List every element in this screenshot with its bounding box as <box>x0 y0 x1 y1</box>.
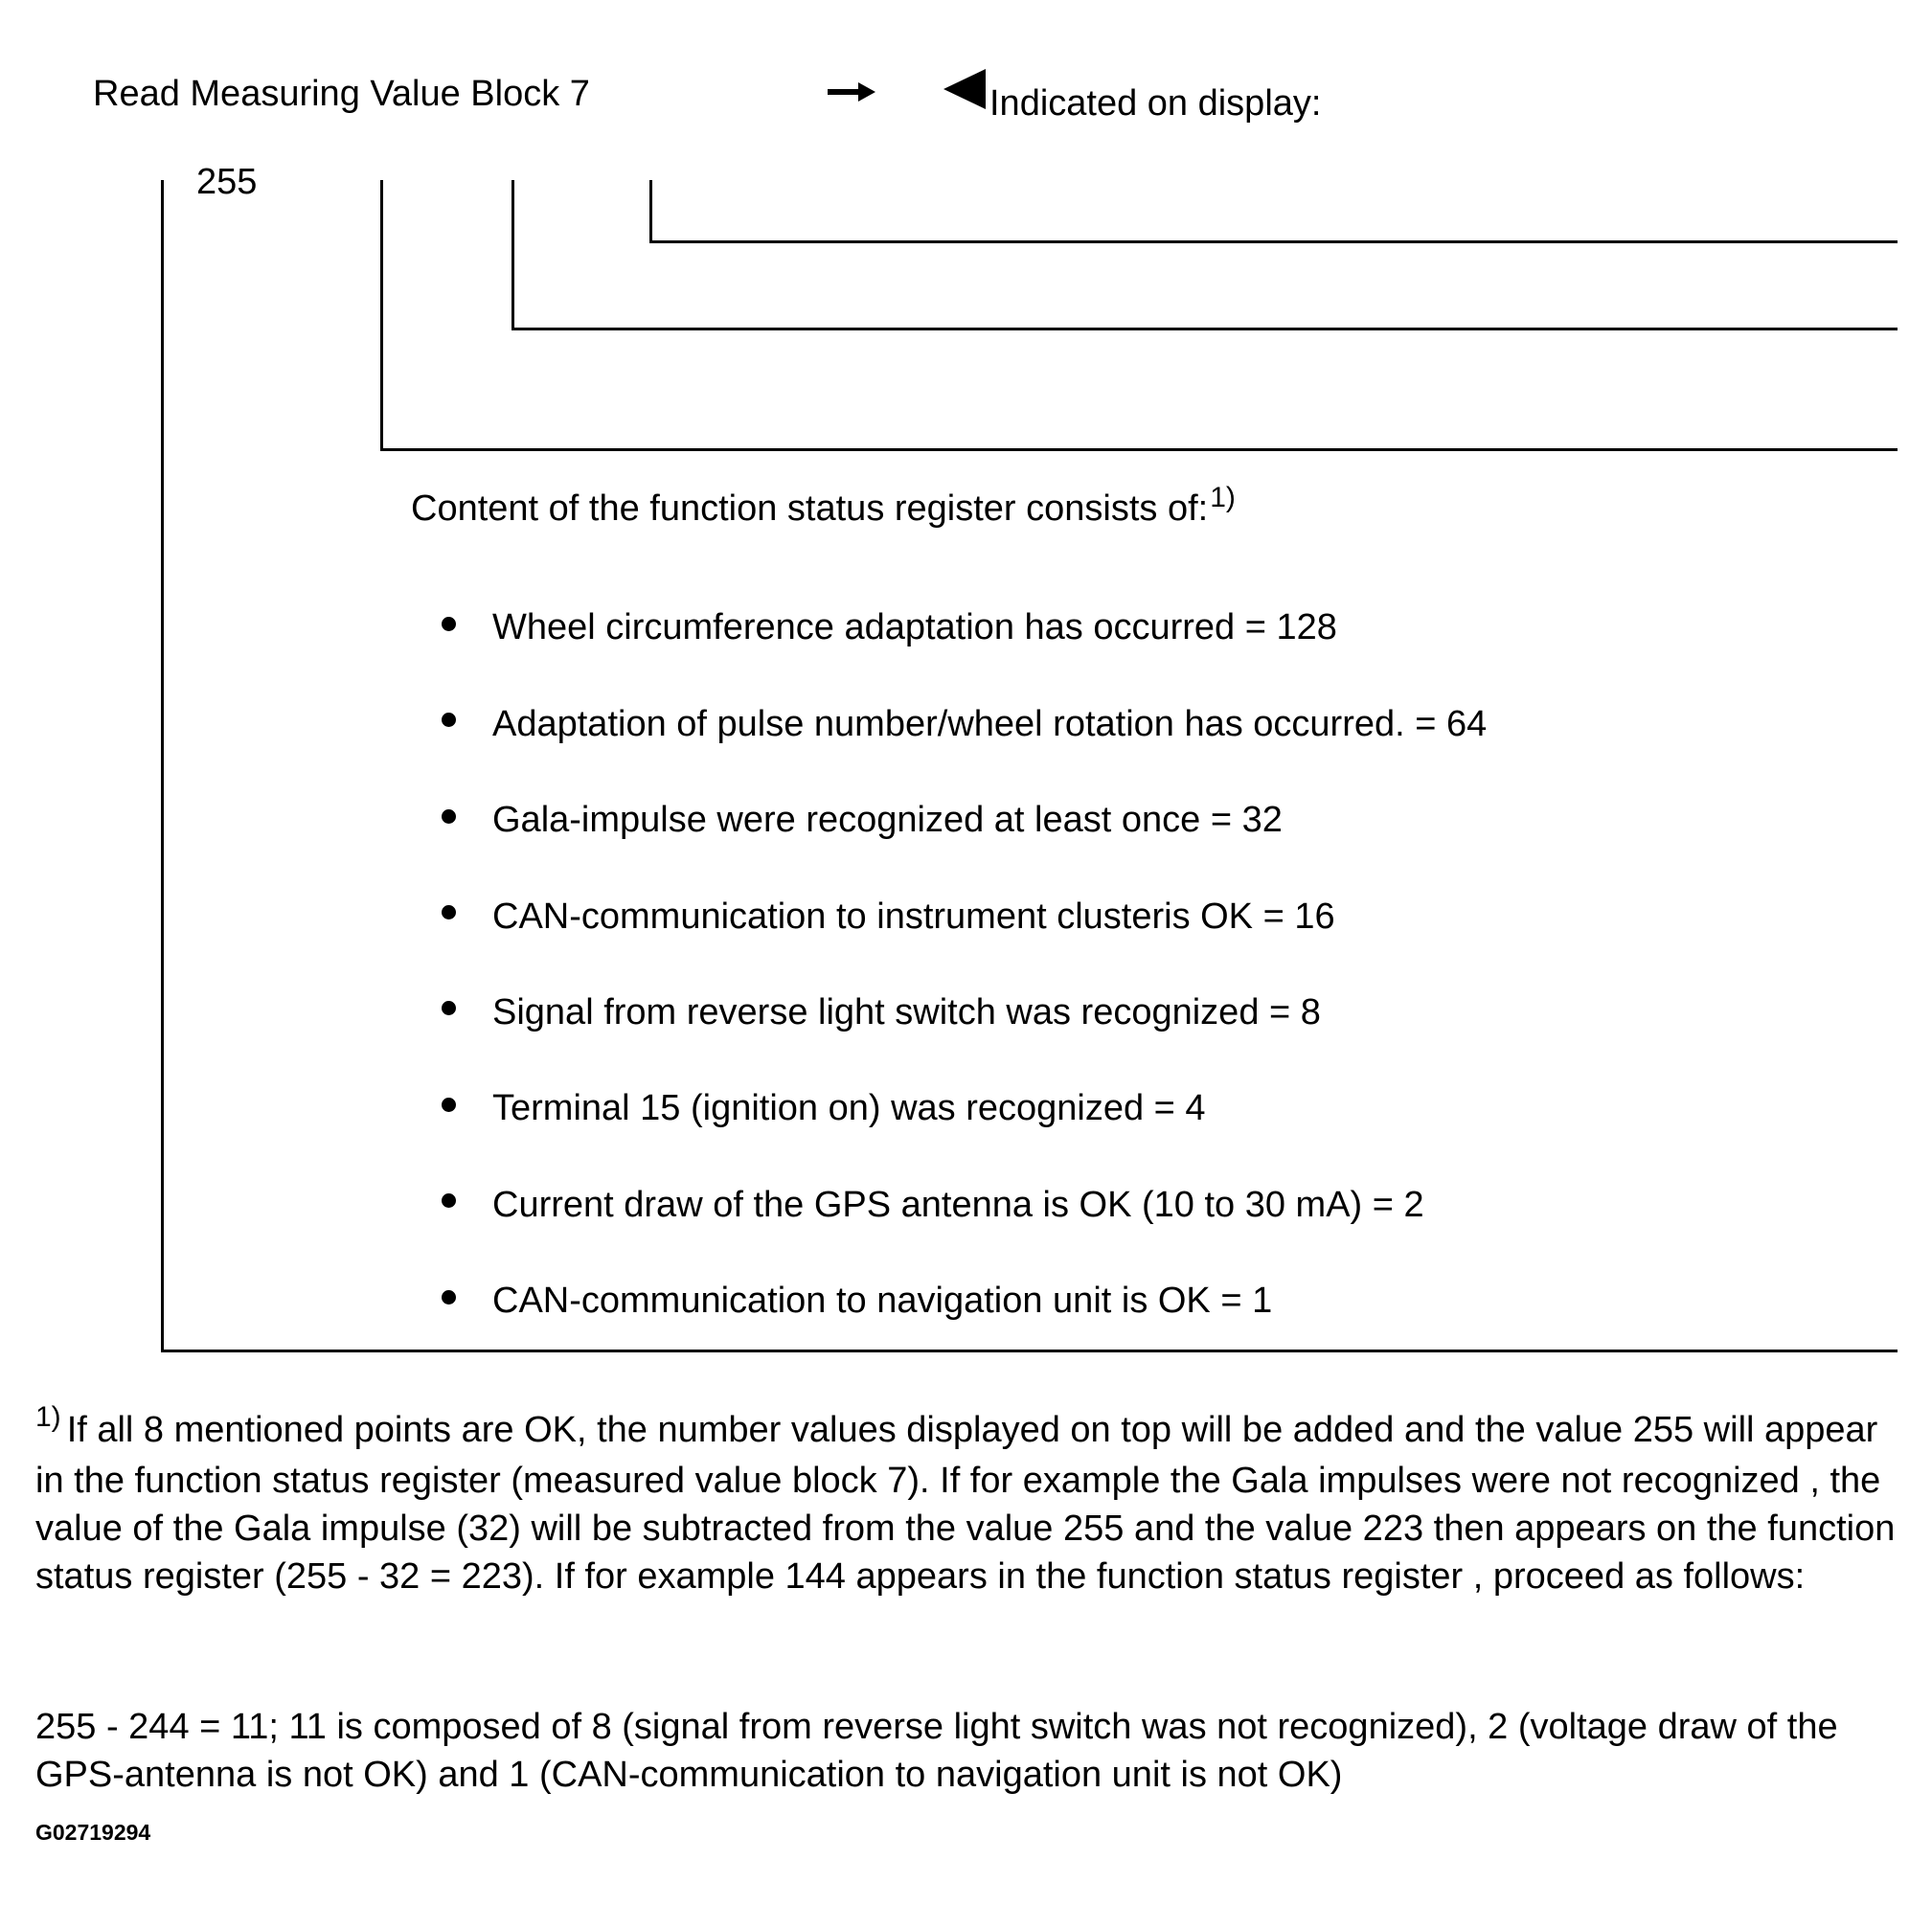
calculation-paragraph: 255 - 244 = 11; 11 is composed of 8 (signal from reverse light switch was not recognized), 2 (voltage draw of the GPS-antenna is not OK) and 1 (CAN-communication to navigation unit is not OK) <box>35 1707 1838 1795</box>
display-value: 255 <box>196 162 258 202</box>
bracket-third-horizontal <box>649 240 1898 243</box>
bullet-icon <box>442 809 456 824</box>
bracket-second-vertical <box>511 180 514 330</box>
bracket-register-horizontal <box>380 448 1898 451</box>
bullet-icon <box>442 1290 456 1305</box>
bracket-outer-horizontal <box>161 1350 1898 1352</box>
list-item-label: Adaptation of pulse number/wheel rotation has occurred. = 64 <box>492 704 1488 744</box>
footnote-marker: 1) <box>35 1401 61 1433</box>
bracket-third-vertical <box>649 180 652 243</box>
bullet-icon <box>442 1098 456 1112</box>
footnote-text: If all 8 mentioned points are OK, the number values displayed on top will be added and the value 255 will appear in the function status register (measured value block 7). If for example the Gala impulses were not recognized , the value of the Gala impulse (32) will be subtracted from the value 255 and the value 223 then appears on the function status register (255 - 32 = 223). If for example 144 appears in the function status register , proceed as follows: <box>35 1410 1896 1597</box>
register-caption <box>411 482 1236 533</box>
list-item-label: Signal from reverse light switch was recognized = 8 <box>492 992 1321 1032</box>
block-title: Read Measuring Value Block 7 <box>93 74 590 114</box>
list-item-label: Terminal 15 (ignition on) was recognized = 4 <box>492 1088 1206 1128</box>
footnote-reference: 1) <box>1210 482 1236 513</box>
bullet-icon <box>442 617 456 631</box>
list-item-label: CAN-communication to navigation unit is OK = 1 <box>492 1281 1273 1321</box>
footnote-paragraph <box>35 1401 1913 1600</box>
list-item-label: CAN-communication to instrument clusteris OK = 16 <box>492 896 1335 937</box>
bracket-second-horizontal <box>511 328 1898 330</box>
bullet-icon <box>442 1001 456 1015</box>
bullet-icon <box>442 905 456 919</box>
register-caption-text: Content of the function status register consists of: <box>411 488 1209 529</box>
bullet-icon <box>442 713 456 727</box>
list-item-label: Wheel circumference adaptation has occurred = 128 <box>492 607 1337 647</box>
figure-id: G02719294 <box>35 1820 151 1845</box>
list-item-label: Current draw of the GPS antenna is OK (10 to 30 mA) = 2 <box>492 1185 1424 1225</box>
triangle-left-icon <box>943 69 989 109</box>
bracket-outer-vertical <box>161 180 164 1352</box>
list-item-label: Gala-impulse were recognized at least once = 32 <box>492 800 1283 840</box>
display-label: Indicated on display: <box>989 83 1322 124</box>
bracket-register-vertical <box>380 180 383 451</box>
arrow-right-icon <box>828 82 875 102</box>
bullet-icon <box>442 1193 456 1208</box>
